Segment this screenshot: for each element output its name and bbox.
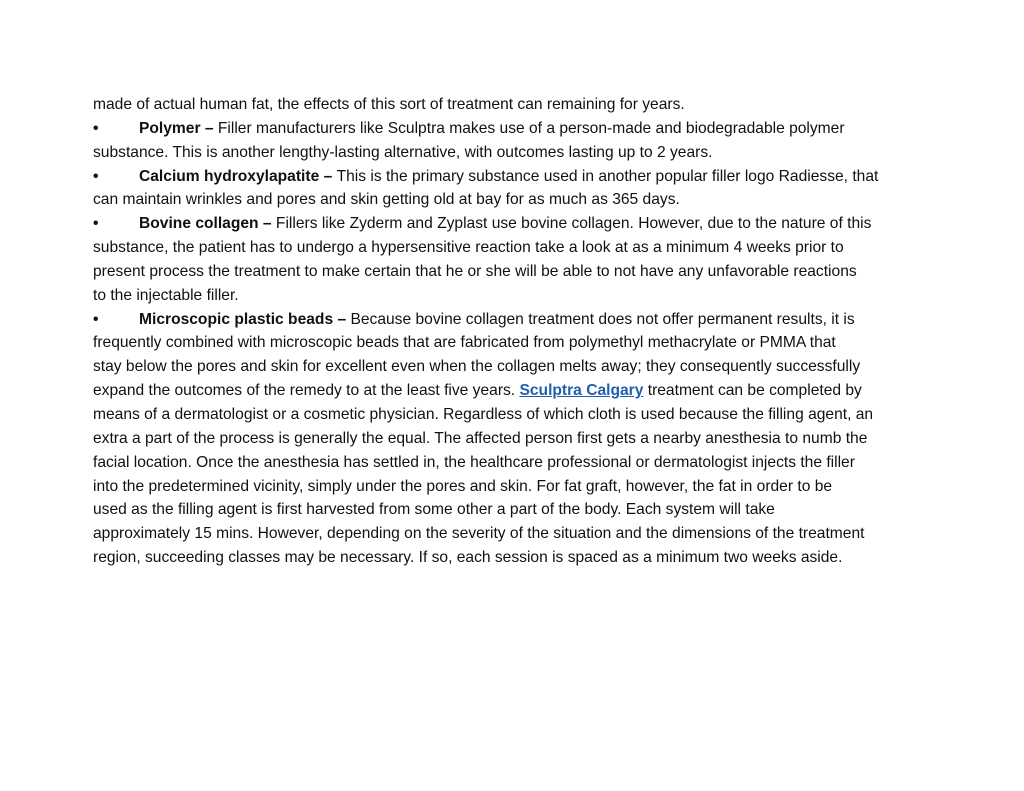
bold-term: Bovine collagen –: [139, 215, 276, 233]
text-line: [93, 141, 933, 165]
text-line: [93, 188, 933, 212]
text-segment: substance, the patient has to undergo a hypersensitive reaction take a look at as a minimum 4 weeks prior to: [93, 239, 844, 257]
text-line: [93, 451, 933, 475]
text-line: [93, 403, 933, 427]
bullet-marker: •: [93, 167, 99, 185]
text-segment: into the predetermined vicinity, simply under the pores and skin. For fat graft, however, the fat in order to be: [93, 477, 833, 495]
text-segment: facial location. Once the anesthesia has settled in, the healthcare professional or dermatologist injects the filler: [93, 453, 855, 471]
text-line: [93, 93, 933, 117]
text-segment: made of actual human fat, the effects of this sort of treatment can remaining for years.: [93, 96, 685, 113]
text-segment: can maintain wrinkles and pores and skin getting old at bay for as much as 365 days.: [93, 191, 680, 209]
text-segment: This is the primary substance used in another popular filler logo Radiesse, that: [336, 167, 879, 185]
text-line: [93, 284, 933, 308]
text-segment: approximately 15 mins. However, depending on the severity of the situation and the dimensions of the treatment: [93, 525, 865, 543]
text-segment: stay below the pores and skin for excellent even when the collagen melts away; they consequently successfully: [93, 358, 861, 376]
document-body: [93, 93, 933, 570]
bullet-marker: •: [93, 215, 99, 233]
text-line: [93, 355, 933, 379]
text-segment: used as the filling agent is first harvested from some other a part of the body. Each system will take: [93, 501, 775, 519]
text-segment: region, succeeding classes may be necessary. If so, each session is spaced as a minimum two weeks aside.: [93, 549, 843, 567]
text-segment: frequently combined with microscopic beads that are fabricated from polymethyl methacrylate or PMMA that: [93, 334, 836, 352]
text-segment: expand the outcomes of the remedy to at the least five years.: [93, 382, 520, 400]
text-line: [93, 498, 933, 522]
text-segment: to the injectable filler.: [93, 286, 239, 304]
text-segment: means of a dermatologist or a cosmetic physician. Regardless of which cloth is used because the filling agent, an: [93, 405, 874, 423]
bullet-line: [93, 212, 933, 236]
text-segment: extra a part of the process is generally the equal. The affected person first gets a nearby anesthesia to numb the: [93, 429, 868, 447]
sculptra-calgary-link[interactable]: Sculptra Calgary: [519, 382, 644, 400]
text-segment: Because bovine collagen treatment does not offer permanent results, it is: [350, 310, 855, 328]
text-line: [93, 522, 933, 546]
text-line: [93, 379, 933, 403]
bullet-marker: •: [93, 119, 99, 137]
bullet-marker: •: [93, 310, 99, 328]
text-segment: treatment can be completed by: [643, 382, 862, 400]
text-line: [93, 427, 933, 451]
text-line: [93, 475, 933, 499]
text-line: [93, 260, 933, 284]
text-segment: present process the treatment to make certain that he or she will be able to not have any unfavorable reactions: [93, 262, 857, 280]
bold-term: Microscopic plastic beads –: [139, 310, 351, 328]
text-line: [93, 236, 933, 260]
text-segment: substance. This is another lengthy-lasting alternative, with outcomes lasting up to 2 years.: [93, 143, 713, 161]
bold-term: Calcium hydroxylapatite –: [139, 167, 337, 185]
bullet-line: [93, 117, 933, 141]
text-segment: Filler manufacturers like Sculptra makes use of a person-made and biodegradable polymer: [217, 119, 845, 137]
text-segment: Fillers like Zyderm and Zyplast use bovine collagen. However, due to the nature of this: [275, 215, 872, 233]
text-line: [93, 546, 933, 570]
bullet-line: [93, 165, 933, 189]
bullet-line: [93, 308, 933, 332]
bold-term: Polymer –: [139, 119, 218, 137]
text-line: [93, 331, 933, 355]
